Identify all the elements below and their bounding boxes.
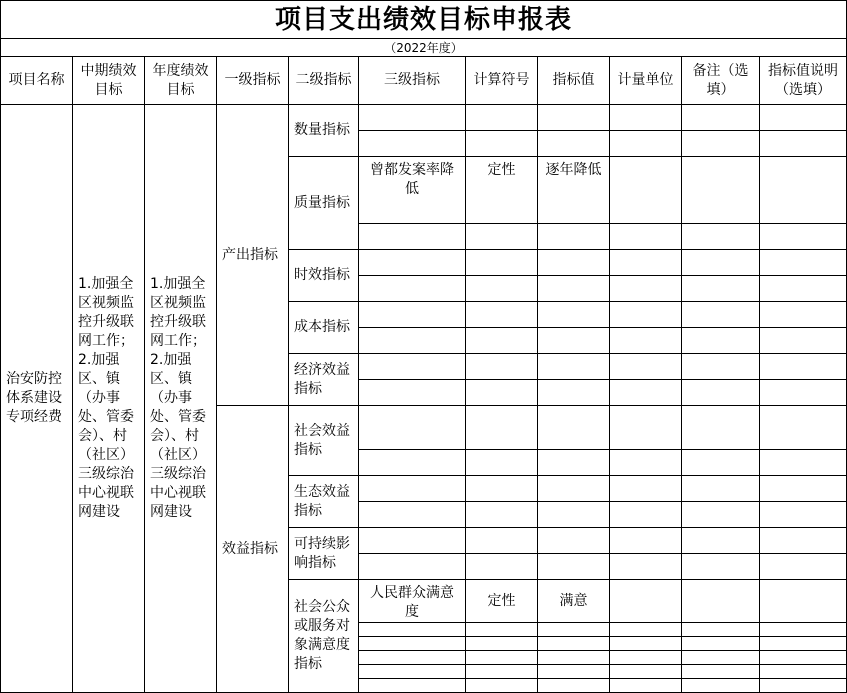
indicator-value-cell — [538, 637, 610, 651]
value-desc-cell — [760, 623, 847, 637]
level1-output: 产出指标 — [217, 105, 289, 406]
unit-cell — [610, 157, 682, 224]
indicator-value-cell — [538, 406, 610, 450]
value-desc-cell — [760, 554, 847, 580]
form-year: （2022年度） — [1, 39, 847, 57]
indicator-value-cell — [538, 354, 610, 380]
indicator-value-cell — [538, 328, 610, 354]
level2-cost: 成本指标 — [289, 302, 359, 354]
annual-goal-cell: 1.加强全区视频监控升级联网工作；2.加强区、镇（办事处、管委会）、村（社区）三级综治中心视联网建设 — [145, 105, 217, 693]
remark-cell — [682, 276, 760, 302]
level3-cell — [359, 623, 466, 637]
level3-cell: 曾都发案率降低 — [359, 157, 466, 224]
remark-cell — [682, 380, 760, 406]
indicator-value-cell — [538, 476, 610, 502]
calc-symbol-cell — [466, 406, 538, 450]
level3-cell — [359, 406, 466, 450]
level3-cell: 人民群众满意度 — [359, 580, 466, 623]
remark-cell — [682, 651, 760, 665]
level3-cell — [359, 250, 466, 276]
unit-cell — [610, 354, 682, 380]
unit-cell — [610, 679, 682, 693]
header-level2: 二级指标 — [289, 57, 359, 105]
remark-cell — [682, 554, 760, 580]
indicator-value-cell — [538, 554, 610, 580]
calc-symbol-cell — [466, 105, 538, 131]
value-desc-cell — [760, 224, 847, 250]
header-annual-goal: 年度绩效目标 — [145, 57, 217, 105]
value-desc-cell — [760, 476, 847, 502]
calc-symbol-cell — [466, 679, 538, 693]
unit-cell — [610, 224, 682, 250]
level3-cell — [359, 302, 466, 328]
unit-cell — [610, 502, 682, 528]
calc-symbol-cell — [466, 651, 538, 665]
calc-symbol-cell — [466, 131, 538, 157]
indicator-value-cell — [538, 250, 610, 276]
header-level3: 三级指标 — [359, 57, 466, 105]
level1-benefit: 效益指标 — [217, 406, 289, 693]
calc-symbol-cell — [466, 623, 538, 637]
remark-cell — [682, 250, 760, 276]
value-desc-cell — [760, 406, 847, 450]
calc-symbol-cell — [466, 302, 538, 328]
header-remark: 备注（选填） — [682, 57, 760, 105]
calc-symbol-cell — [466, 276, 538, 302]
calc-symbol-cell: 定性 — [466, 157, 538, 224]
value-desc-cell — [760, 580, 847, 623]
calc-symbol-cell — [466, 554, 538, 580]
value-desc-cell — [760, 502, 847, 528]
unit-cell — [610, 105, 682, 131]
header-indicator-value: 指标值 — [538, 57, 610, 105]
remark-cell — [682, 224, 760, 250]
value-desc-cell — [760, 354, 847, 380]
level3-cell — [359, 637, 466, 651]
calc-symbol-cell — [466, 637, 538, 651]
calc-symbol-cell: 定性 — [466, 580, 538, 623]
header-calc-symbol: 计算符号 — [466, 57, 538, 105]
level2-economic: 经济效益指标 — [289, 354, 359, 406]
remark-cell — [682, 679, 760, 693]
unit-cell — [610, 637, 682, 651]
remark-cell — [682, 105, 760, 131]
level3-cell — [359, 476, 466, 502]
level2-ecological: 生态效益指标 — [289, 476, 359, 528]
level3-cell — [359, 502, 466, 528]
indicator-value-cell — [538, 623, 610, 637]
indicator-value-cell — [538, 276, 610, 302]
indicator-value-cell — [538, 651, 610, 665]
calc-symbol-cell — [466, 528, 538, 554]
level2-quality: 质量指标 — [289, 157, 359, 250]
unit-cell — [610, 528, 682, 554]
level2-quantity: 数量指标 — [289, 105, 359, 157]
unit-cell — [610, 328, 682, 354]
value-desc-cell — [760, 679, 847, 693]
value-desc-cell — [760, 131, 847, 157]
value-desc-cell — [760, 380, 847, 406]
indicator-value-cell — [538, 224, 610, 250]
project-name-cell: 治安防控体系建设专项经费 — [1, 105, 73, 693]
header-unit: 计量单位 — [610, 57, 682, 105]
remark-cell — [682, 623, 760, 637]
calc-symbol-cell — [466, 250, 538, 276]
value-desc-cell — [760, 651, 847, 665]
header-value-desc: 指标值说明（选填） — [760, 57, 847, 105]
value-desc-cell — [760, 276, 847, 302]
unit-cell — [610, 476, 682, 502]
value-desc-cell — [760, 637, 847, 651]
mid-goal-cell: 1.加强全区视频监控升级联网工作；2.加强区、镇（办事处、管委会）、村（社区）三级综治中心视联网建设 — [73, 105, 145, 693]
value-desc-cell — [760, 157, 847, 224]
remark-cell — [682, 450, 760, 476]
unit-cell — [610, 380, 682, 406]
calc-symbol-cell — [466, 502, 538, 528]
calc-symbol-cell — [466, 476, 538, 502]
indicator-value-cell — [538, 380, 610, 406]
value-desc-cell — [760, 450, 847, 476]
remark-cell — [682, 580, 760, 623]
level3-cell — [359, 105, 466, 131]
indicator-value-cell: 满意 — [538, 580, 610, 623]
value-desc-cell — [760, 250, 847, 276]
unit-cell — [610, 580, 682, 623]
unit-cell — [610, 651, 682, 665]
level3-cell — [359, 528, 466, 554]
remark-cell — [682, 157, 760, 224]
level2-timeliness: 时效指标 — [289, 250, 359, 302]
indicator-value-cell — [538, 105, 610, 131]
indicator-value-cell — [538, 302, 610, 328]
remark-cell — [682, 406, 760, 450]
level3-cell — [359, 380, 466, 406]
level3-cell — [359, 328, 466, 354]
header-mid-goal: 中期绩效目标 — [73, 57, 145, 105]
level3-cell — [359, 651, 466, 665]
value-desc-cell — [760, 302, 847, 328]
remark-cell — [682, 131, 760, 157]
indicator-value-cell — [538, 679, 610, 693]
indicator-value-cell — [538, 502, 610, 528]
remark-cell — [682, 476, 760, 502]
level2-sustainable: 可持续影响指标 — [289, 528, 359, 580]
indicator-value-cell — [538, 131, 610, 157]
form-title: 项目支出绩效目标申报表 — [1, 1, 847, 39]
header-level1: 一级指标 — [217, 57, 289, 105]
unit-cell — [610, 250, 682, 276]
level3-cell — [359, 554, 466, 580]
level3-cell — [359, 131, 466, 157]
calc-symbol-cell — [466, 354, 538, 380]
indicator-value-cell — [538, 528, 610, 554]
level3-cell — [359, 354, 466, 380]
calc-symbol-cell — [466, 328, 538, 354]
calc-symbol-cell — [466, 450, 538, 476]
level3-cell — [359, 679, 466, 693]
unit-cell — [610, 276, 682, 302]
remark-cell — [682, 302, 760, 328]
unit-cell — [610, 406, 682, 450]
unit-cell — [610, 554, 682, 580]
level2-satisfaction: 社会公众或服务对象满意度指标 — [289, 580, 359, 693]
unit-cell — [610, 131, 682, 157]
level2-social: 社会效益指标 — [289, 406, 359, 476]
value-desc-cell — [760, 105, 847, 131]
value-desc-cell — [760, 528, 847, 554]
indicator-value-cell — [538, 450, 610, 476]
remark-cell — [682, 637, 760, 651]
calc-symbol-cell — [466, 224, 538, 250]
unit-cell — [610, 302, 682, 328]
remark-cell — [682, 502, 760, 528]
indicator-value-cell: 逐年降低 — [538, 157, 610, 224]
level3-cell — [359, 224, 466, 250]
header-project-name: 项目名称 — [1, 57, 73, 105]
level3-cell — [359, 276, 466, 302]
level3-cell — [359, 450, 466, 476]
unit-cell — [610, 450, 682, 476]
remark-cell — [682, 528, 760, 554]
remark-cell — [682, 354, 760, 380]
unit-cell — [610, 623, 682, 637]
value-desc-cell — [760, 328, 847, 354]
remark-cell — [682, 328, 760, 354]
calc-symbol-cell — [466, 380, 538, 406]
